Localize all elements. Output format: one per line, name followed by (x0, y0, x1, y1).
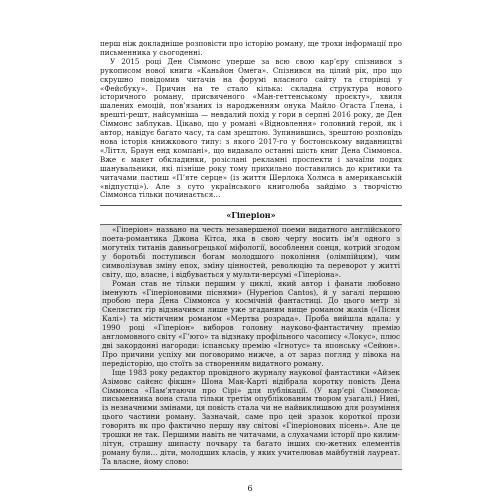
section-box (100, 224, 402, 469)
section-divider (100, 205, 402, 206)
section-paragraph-1: «Гіперіон» названо на честь незавершеної поеми видатного англійського поета-романтика Джона Кітса, яка в свою чергу носить ім’я одного з могутніх титанів давньогрецької міфології, вособлення сонця, котрий згодом у боротьбі поступився богам молодшого покоління (олімпійцям), чим символізував зміну епох, зміну цінностей, революцію та переворот у житті світу, що, власне, і відбувається у мульти-версумі «Гіперіона». (102, 225, 400, 279)
section-paragraph-2: Роман став не тільки першим у циклі, який автор і фанати любовно іменують «Гіперіоновими піснями» (Hyperion Cantos), й у загалі першою пробою пера Дена Сіммонса у космічній фантастиці. До цього метр зі Скелястих гір відзначився лише уже згаданим вище романом жахів («Пісня Калі») та містичним романом «Мертва розрада». Проба вийшла вдала: у 1990 році «Гіперіон» виборов головну науково-фантастичну премію англомовного світу «Г’юго» та відзнаку профільного часопису «Локус», плюс дві закордонні нагороди: іспанську премію «Ігнотус» та японську «Сейюн». Про причини успіху ми поговоримо нижче, а от зараз погляд у півока на передісторію, що стоїть за створенням видатного роману. (102, 278, 400, 368)
intro-paragraph-1: перш ніж докладніше розповісти про історію роману, ще трохи інформації про письменника у сьогоденні. (100, 39, 402, 57)
section-title: «Гіперіон» (226, 210, 276, 221)
section-paragraph-3: Іще 1983 року редактор провідного журналу наукової фантастики «Айзек Азімовс сайєнс фікшн» Шона Мак-Карті відібрала коротку повість Дена Сіммонса «Пам’ятаючи про Сірі» для публікації. (У кар’єрі Сіммонса-письменника вона стала тільки третім опублікованим твором узагалі.) Нині, із незначними змінами, ця повість стала чи не найвиклишвою для розуміння цього частини роману. Зазначай, саме про цей зразок короткої прози говорять як про фактично першу яву світові «Гіперіонових пісень». Але це трошки не так. Першими навіть не читачами, а слухачами історії про килим-літун, страшну шипасту почвару та багато інших сю-жетних елементів роману були… діти, молодших класів, у яких учителював майбутній лауреат. Та власне, йому слово: (102, 367, 400, 466)
text-column (100, 40, 402, 470)
intro-paragraph-2: У 2015 році Ден Сіммонс уперше за всю свою кар’єру спізнився з рукописом нової книги «Каньйон Омега». Спізнився на цілий рік, про що скрушно повідомив читачів на форумі власного сайту та сторінці у «Фейсбуку». Причин на те стало кілька: складна структура нового історичного роману, присвяченого «Ман-геттенському проєкту», хвиля шалених емоцій, пов’язаних із народженням онука Майло Огаста Ґлена, і врешті-решт, найсумніша — невдалий похід у гори в серпні 2016 року, де Ден Сіммонс заблукав. Цікаво, що у романі «Відновлення» головний герой, як і автор, навідує багато часу, та сам зрештою. Зупинившись, зрештою розповідь нова історія книжкового типу: з якого 2017-го у бостонському видавництві «Літтл, Браун енд компані», що видавало останні шість книг Дена Сіммонса. Вже є макет обкладинки, розіслані рекламні проспекти і зачаїли подих шанувальники, які пізніше року тому прихильно поставились до критики та читачами пастиш «П’яте серце» (із життя Шерлока Холмса в американській «відпустці»). Але з суто українського книголюба зайдімо з творчістю Сіммонса тільки починається… (100, 56, 402, 200)
page-number: 6 (247, 484, 253, 493)
